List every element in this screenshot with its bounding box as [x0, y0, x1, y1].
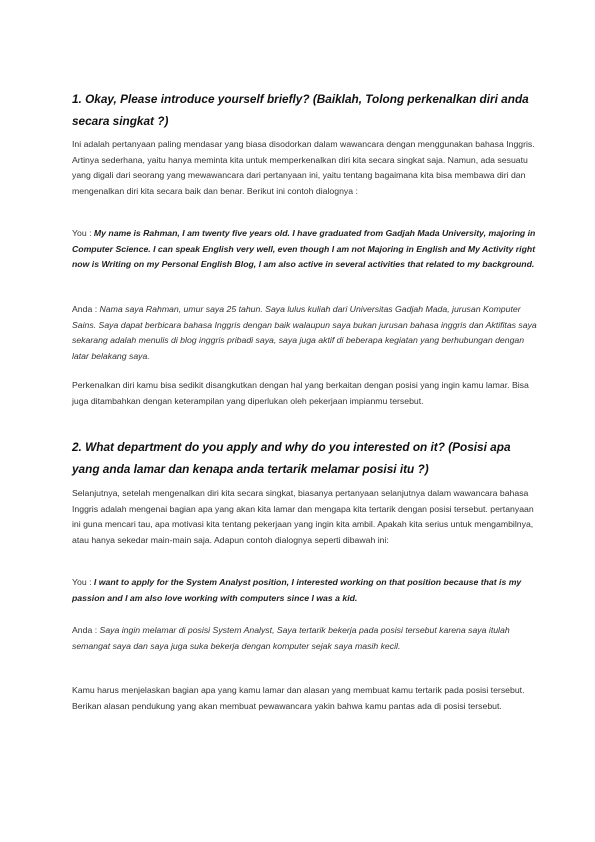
question-1-intro: Ini adalah pertanyaan paling mendasar yang biasa disodorkan dalam wawancara dengan menggunakan bahasa Inggris. Artinya sederhana, yaitu hanya meminta kita untuk memperkenalkan diri kita secara singkat saja. Namun, ada sesuatu yang digali dari seorang yang mewawancara dari pertanyaan ini, yaitu tentang bagaimana kita bisa membawa diri dan mengenalkan diri kita secara baik dan benar. Berikut ini contoh dialognya :: [72, 139, 535, 196]
question-1-closing: Perkenalkan diri kamu bisa sedikit disangkutkan dengan hal yang berkaitan dengan posisi yang ingin kamu lamar. Bisa juga ditambahkan dengan keterampilan yang diperlukan oleh pekerjaan impianmu tersebut.: [72, 380, 529, 406]
question-2-indonesian-answer: [72, 623, 537, 654]
question-1-heading: 1. Okay, Please introduce yourself briefly? (Baiklah, Tolong perkenalkan diri anda secara singkat ?): [72, 92, 529, 128]
answer-text: Saya ingin melamar di posisi System Analyst, Saya tertarik bekerja pada posisi tersebut karena saya itulah semangat saya dan saya juga suka bekerja dengan komputer sejak saya masih kecil.: [72, 625, 510, 651]
answer-text: Nama saya Rahman, umur saya 25 tahun. Saya lulus kuliah dari Universitas Gadjah Mada, jurusan Komputer Sains. Saya dapat berbicara bahasa Inggris dengan baik walaupun saya bukan jurusan bahasa inggris dan Aktifitas saya sekarang adalah menulis di blog inggris pribadi saya, saya juga aktif di beberapa kegiatan yang berhubungan dengan latar belakang saya.: [72, 304, 537, 361]
question-2-intro: Selanjutnya, setelah mengenalkan diri kita secara singkat, biasanya pertanyaan selanjutnya dalam wawancara bahasa Inggris adalah mengenai bagian apa yang akan kita lamar dan mengapa kita tertarik dengan posisi tersebut. pertanyaan ini guna mencari tau, apa motivasi kita tentang pekerjaan yang ingin kita ambil. Apakah kita serius untuk mengambilnya, atau hanya sekedar main-main saja. Adapun contoh dialognya seperti dibawah ini:: [72, 488, 534, 545]
speaker-you-label: You :: [72, 577, 94, 587]
question-2-closing: Kamu harus menjelaskan bagian apa yang kamu lamar dan alasan yang membuat kamu tertarik pada posisi tersebut. Berikan alasan pendukung yang akan membuat pewawancara yakin bahwa kamu pantas ada di posisi tersebut.: [72, 685, 525, 711]
speaker-anda-label: Anda :: [72, 304, 100, 314]
question-2-heading: 2. What department do you apply and why do you interested on it? (Posisi apa yang anda lamar dan kenapa anda tertarik melamar posisi itu ?): [72, 440, 511, 476]
question-1-english-answer: [72, 226, 537, 273]
answer-text: My name is Rahman, I am twenty five years old. I have graduated from Gadjah Mada University, majoring in Computer Science. I can speak English very well, even though I am not Majoring in English and My Activity right now is Writing on my Personal English Blog, I am also active in several activities that related to my background.: [72, 228, 536, 270]
question-2-english-answer: [72, 575, 537, 606]
question-1-indonesian-answer: [72, 302, 537, 364]
answer-text: I want to apply for the System Analyst position, I interested working on that position because that is my passion and I am also love working with computers since I was a kid.: [72, 577, 522, 603]
speaker-you-label: You :: [72, 228, 94, 238]
speaker-anda-label: Anda :: [72, 625, 100, 635]
